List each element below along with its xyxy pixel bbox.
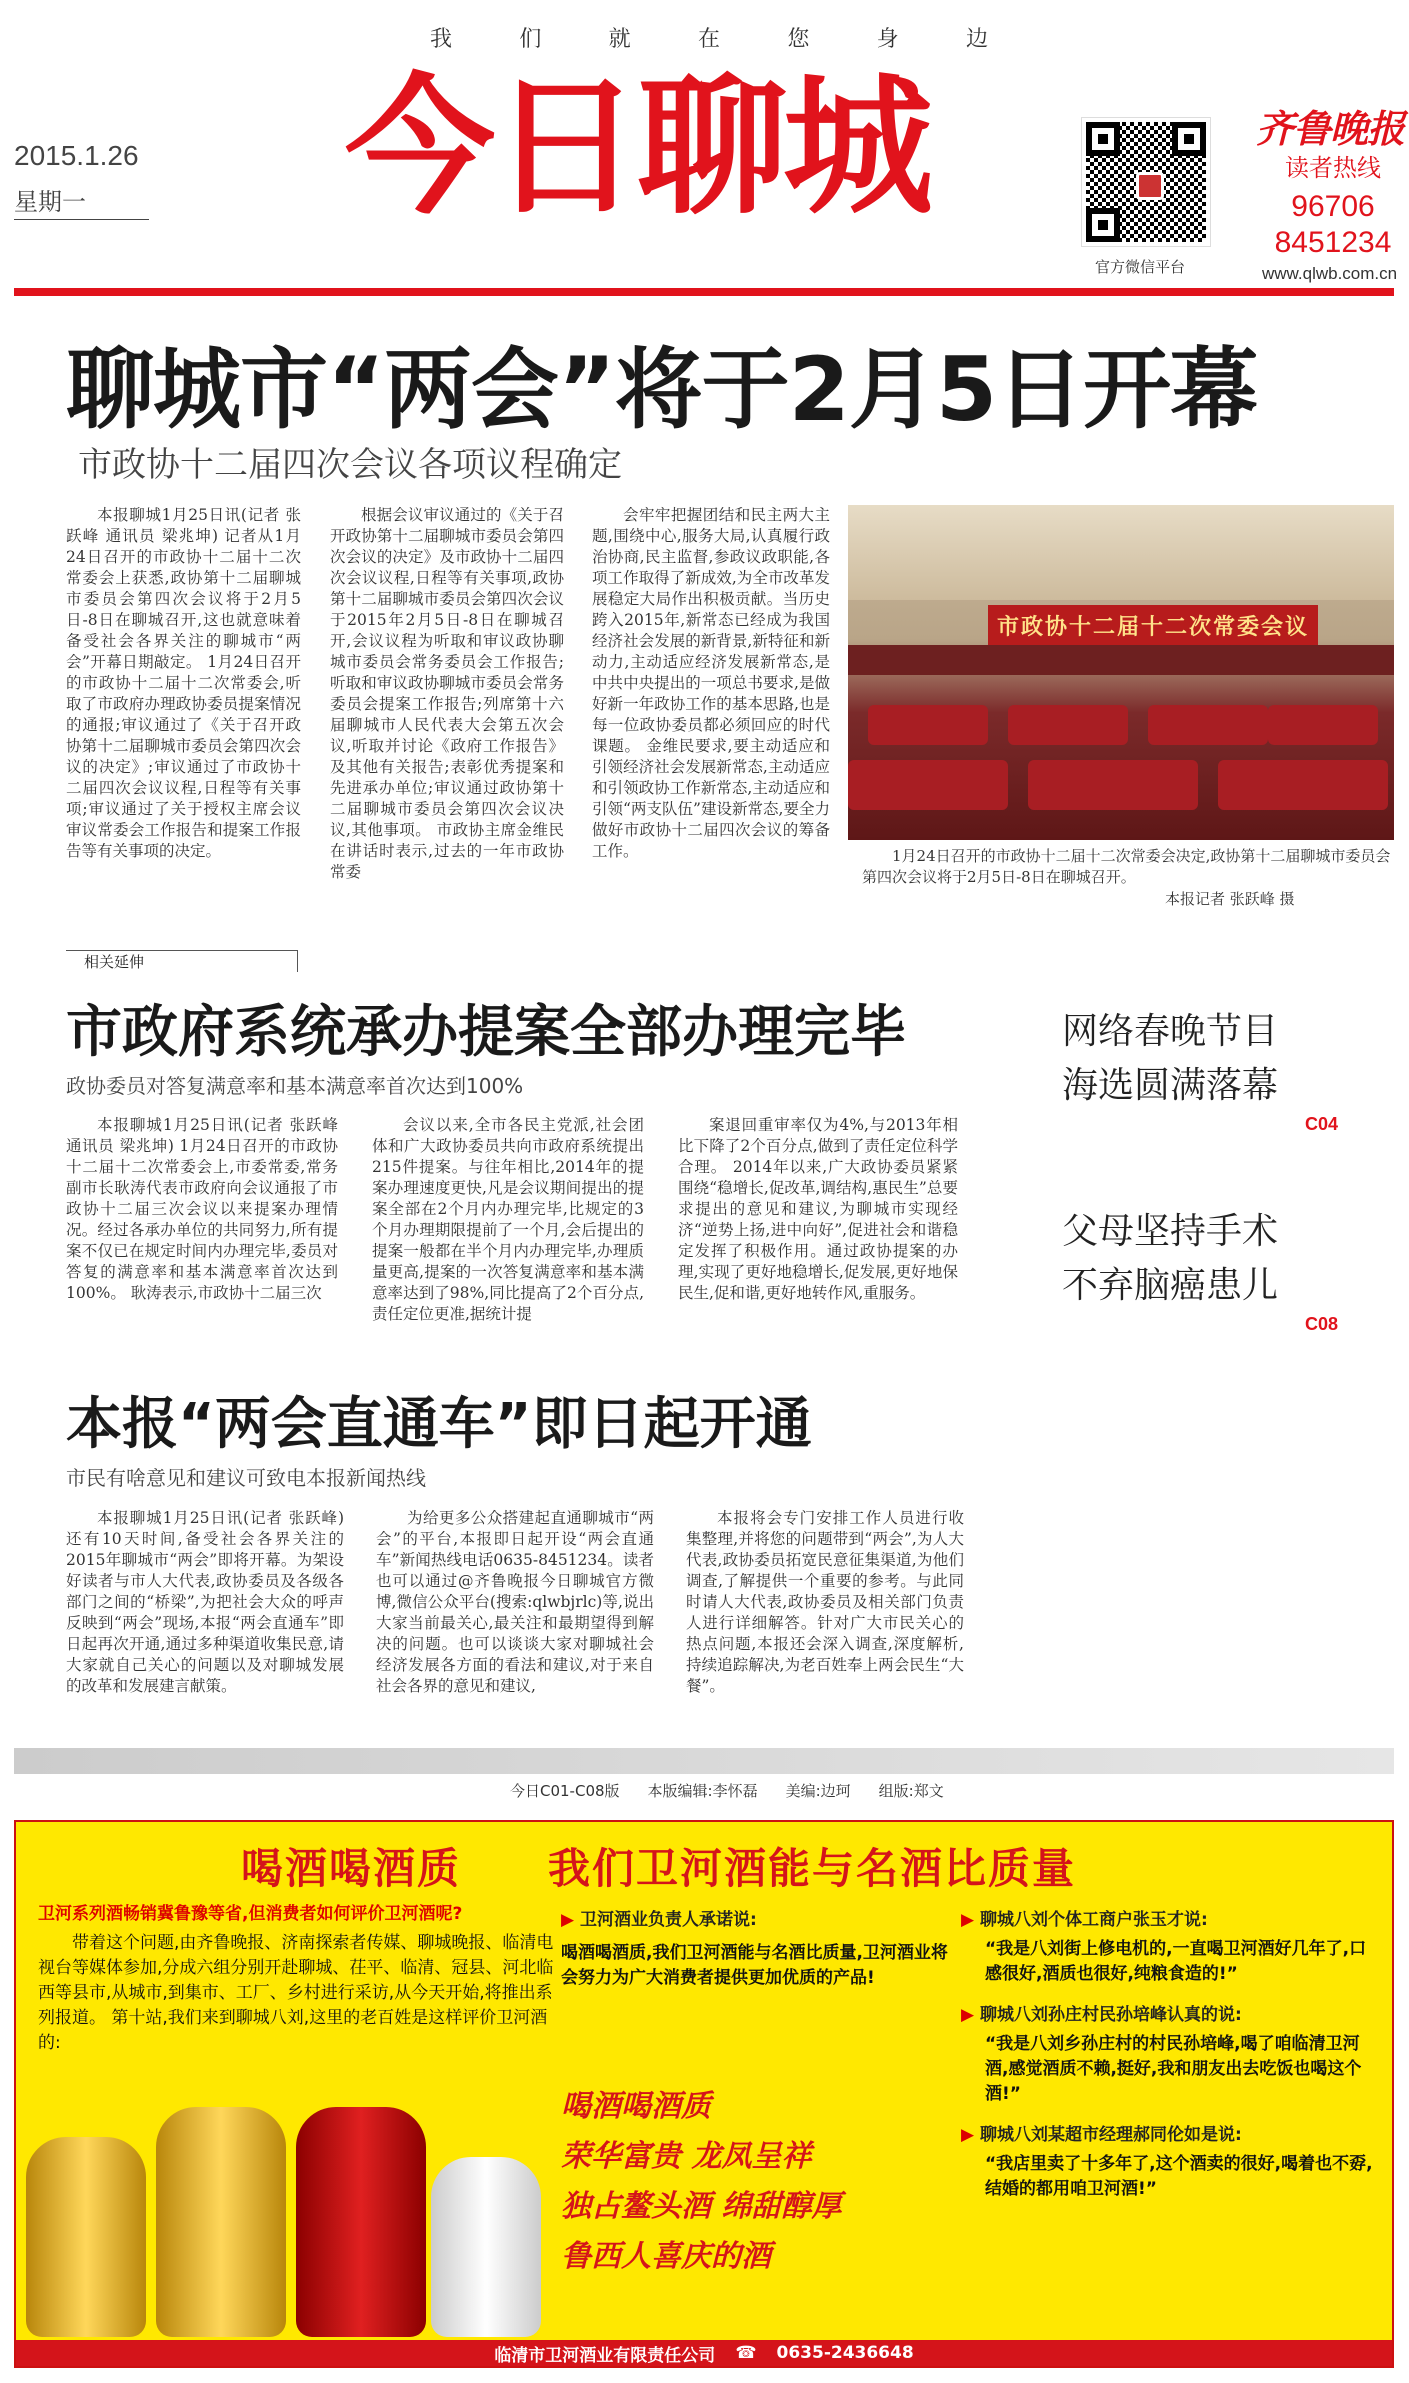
article-column: 根据会议审议通过的《关于召开政协第十二届聊城市委员会第四次会议的决定》及市政协十二届四次会议议程,日程等有关事项,政协第十二届聊城市委员会第四次会议于2015年2月5日-8日在聊城召开,会议议程为听取和审议政协聊城市委员会常务委员会工作报告;听取和审议政协聊城市委员会常务委员会提案工作报告;列席第十六届聊城市人民代表大会第五次会议,听取并讨论《政府工作报告》及其他有关报告;表彰优秀提案和先进承办单位;审议通过政协第十二届聊城市委员会第四次会议决议,其他事项。 市政协主席金维民在讲话时表示,过去的一年市政协常委	[330, 506, 564, 881]
teaser-line: 网络春晚节目	[1062, 1011, 1279, 1052]
related-label: 相关延伸	[66, 950, 298, 972]
article-subheadline: 政协委员对答复满意率和基本满意率首次达到100%	[66, 1074, 524, 1098]
tagline-char: 您	[787, 27, 812, 52]
brand-logo: 齐鲁晚报	[1256, 106, 1405, 151]
photo-caption: 1月24日召开的市政协十二届十二次常委会决定,政协第十二届聊城市委员会第四次会议将于2月5日-8日在聊城召开。	[862, 847, 1391, 886]
credit-item: 今日C01-C08版	[510, 1782, 620, 1800]
ad-phone: 0635-2436648	[776, 2343, 914, 2363]
liquor-advertisement[interactable]	[14, 1820, 1394, 2368]
qr-caption: 官方微信平台	[1095, 258, 1186, 276]
credit-item: 本版编辑:李怀磊	[647, 1782, 758, 1800]
credit-item: 组版:郑文	[878, 1782, 944, 1800]
ad-quote: “我是八刘乡孙庄村的村民孙培峰,喝了咱临清卫河酒,感觉酒质不赖,挺好,我和朋友出去吃饭也喝这个酒!”	[985, 2034, 1362, 2104]
sidebar-teaser[interactable]	[1062, 1205, 1278, 1313]
lead-subheadline: 市政协十二届四次会议各项议程确定	[78, 445, 622, 485]
ad-right-column	[961, 1902, 1381, 2218]
qr-logo-icon	[1136, 172, 1164, 200]
ad-promise: 喝酒喝酒质,我们卫河酒能与名酒比质量,卫河酒业将会努力为广大消费者提供更加优质的产品!	[561, 1943, 948, 1988]
ad-slogan: 喝酒喝酒质	[561, 2089, 711, 2124]
photo-banner: 市政协十二届十二次常委会议	[988, 605, 1318, 645]
article-headline: 市政府系统承办提案全部办理完毕	[66, 1000, 906, 1065]
hotline-number: 8451234	[1274, 226, 1392, 259]
hotline-label: 读者热线	[1285, 154, 1381, 182]
ad-left-column	[38, 1902, 558, 2056]
tagline-char: 在	[697, 27, 722, 52]
edition-credits	[510, 1780, 944, 1801]
ad-speaker-label: ▶ 聊城八刘个体工商户张玉才说:	[961, 1908, 1381, 1933]
article-column: 案退回重审率仅为4%,与2013年相比下降了2个百分点,做到了责任定位科学合理。 2014年以来,广大政协委员紧紧围绕“稳增长,促改革,调结构,惠民生”总要求提出的意见和建议,为聊城市实现经济“逆势上扬,进中向好”,促进社会和谐稳定发挥了积极作用。通过政协提案的办理,实现了更好地稳增长,促发展,更好地保民生,促和谐,更好地转作风,重服务。	[678, 1116, 958, 1302]
website-link[interactable]: www.qlwb.com.cn	[1262, 264, 1398, 283]
tagline	[430, 22, 990, 53]
ad-body: 带着这个问题,由齐鲁晚报、济南探索者传媒、聊城晚报、临清电视台等媒体参加,分成六组分别开赴聊城、茌平、临清、冠县、河北临西等县市,从城市,到集市、工厂、乡村进行采访,从今天开始,将推出系列报道。 第十站,我们来到聊城八刘,这里的老百姓是这样评价卫河酒的:	[38, 1933, 554, 2053]
ad-slogans	[561, 2082, 841, 2282]
ad-quote: “我店里卖了十多年了,这个酒卖的很好,喝着也不孬,结婚的都用咱卫河酒!”	[985, 2154, 1373, 2199]
ad-headline: 我们卫河酒能与名酒比质量	[548, 1844, 1077, 1893]
bottle-icon	[296, 2107, 426, 2337]
ad-speaker-label: ▶ 卫河酒业负责人承诺说:	[561, 1908, 951, 1933]
article-column: 会议以来,全市各民主党派,社会团体和广大政协委员共向市政府系统提出215件提案。与往年相比,2014年的提案办理速度更快,凡是会议期间提出的提案全部在2个月内办理完毕,比规定的3个月办理期限提前了一个月,会后提出的提案一般都在半个月内办理完毕,办理质量更高,提案的一次答复满意率和基本满意率达到了98%,同比提高了2个百分点,责任定位更准,据统计提	[372, 1116, 644, 1323]
qr-finder-icon	[1086, 122, 1120, 156]
wechat-qr-code[interactable]	[1082, 118, 1210, 246]
meeting-photo	[848, 505, 1394, 840]
tagline-char: 我	[430, 27, 455, 52]
tagline-char: 身	[876, 27, 901, 52]
ad-slogan: 独占鳌头酒 绵甜醇厚	[561, 2189, 842, 2224]
article-headline: 本报“两会直通车”即日起开通	[66, 1392, 812, 1457]
article-column: 本报聊城1月25日讯(记者 张跃峰 通讯员 梁兆坤) 1月24日召开的市政协十二届十二次常委会上,市委常委,常务副市长耿涛代表市政府向会议通报了市政协十二届三次会议以来提案办理情况。经过各承办单位的共同努力,所有提案不仅已在规定时间内办理完毕,委员对答复的满意率和基本满意率首次达到100%。 耿涛表示,市政协十二届三次	[66, 1116, 338, 1302]
issue-weekday: 星期一	[14, 182, 149, 220]
article-column: 本报聊城1月25日讯(记者 张跃峰 通讯员 梁兆坤) 记者从1月24日召开的市政协十二届十二次常委会上获悉,政协第十二届聊城市委员会第四次会议将于2月5日-8日在聊城召开,这也就意味着备受社会各界关注的聊城市“两会”开幕日期敲定。 1月24日召开的市政协十二届十二次常委会,听取了市政府办理政协委员提案情况的通报;审议通过了《关于召开政协第十二届聊城市委员会第四次会议的决定》;审议通过了市政协十二届四次会议议程,日程等有关事项;审议通过了关于授权主席会议审议常委会工作报告和提案工作报告等有关事项的决定。	[66, 506, 301, 860]
tagline-char: 就	[608, 27, 633, 52]
hotline-number: 96706	[1291, 190, 1375, 223]
lead-headline: 聊城市“两会”将于2月5日开幕	[66, 338, 1258, 441]
tagline-char: 边	[965, 27, 990, 52]
ad-speaker-label: ▶ 聊城八刘孙庄村民孙培峰认真的说:	[961, 2003, 1381, 2028]
ad-middle-column	[561, 1902, 951, 1999]
qr-finder-icon	[1086, 208, 1120, 242]
ad-slogan: 荣华富贵 龙凤呈祥	[561, 2139, 812, 2174]
sidebar-teaser[interactable]	[1062, 1005, 1278, 1113]
article-column: 会牢牢把握团结和民主两大主题,围绕中心,服务大局,认真履行政治协商,民主监督,参政议政职能,各项工作取得了新成效,为全市改革发展稳定大局作出积极贡献。当历史跨入2015年,新常态已经成为我国经济社会发展的新背景,新特征和新动力,主动适应经济发展新常态,是中共中央提出的一项总书要求,是做好新一年政协工作的基本思路,也是每一位政协委员都必须回应的时代课题。 金维民要求,要主动适应和引领经济社会发展新常态,主动适应和引领政协工作新常态,主动适应和引领“两支队伍”建设新常态,要全力做好市政协十二届四次会议的筹备工作。	[592, 506, 830, 860]
teaser-line: 不弃脑癌患儿	[1062, 1265, 1279, 1306]
ad-headline: 喝酒喝酒质	[241, 1844, 462, 1893]
page-code: C04	[1305, 1114, 1339, 1134]
credit-item: 美编:边珂	[785, 1782, 851, 1800]
article-column: 为给更多公众搭建起直通聊城市“两会”的平台,本报即日起开设“两会直通车”新闻热线电话0635-8451234。读者也可以通过@齐鲁晚报今日聊城官方微博,微信公众平台(搜索:qlwbjrlc)等,说出大家当前最关心,最关注和最期望得到解决的问题。也可以谈谈大家对聊城社会经济发展各方面的看法和建议,对于来自社会各界的意见和建议,	[376, 1509, 654, 1695]
article-column: 本报聊城1月25日讯(记者 张跃峰) 还有10天时间,备受社会各界关注的2015年聊城市“两会”即将开幕。为架设好读者与市人大代表,政协委员及各级各部门之间的“桥梁”,为把社会大众的呼声反映到“两会”现场,本报“两会直通车”即日起再次开通,通过多种渠道收集民意,请大家就自己关心的问题以及对聊城发展的改革和发展建言献策。	[66, 1509, 344, 1695]
teaser-line: 父母坚持手术	[1062, 1211, 1279, 1252]
header-divider	[14, 288, 1394, 296]
article-subheadline: 市民有啥意见和建议可致电本报新闻热线	[66, 1466, 426, 1490]
teaser-line: 海选圆满落幕	[1062, 1065, 1279, 1106]
masthead-title: 今日聊城	[345, 59, 930, 235]
ad-quote: “我是八刘街上修电机的,一直喝卫河酒好几年了,口感很好,酒质也很好,纯粮食造的!”	[985, 1939, 1367, 1984]
bottle-icon	[431, 2157, 541, 2337]
tagline-char: 们	[519, 27, 544, 52]
ad-speaker-label: ▶ 聊城八刘某超市经理郝同伦如是说:	[961, 2123, 1381, 2148]
ad-slogan: 鲁西人喜庆的酒	[561, 2239, 771, 2274]
article-column: 本报将会专门安排工作人员进行收集整理,并将您的问题带到“两会”,为人大代表,政协委员拓宽民意征集渠道,为他们调查,了解提供一个重要的参考。与此同时请人大代表,政协委员及相关部门负责人进行详细解答。针对广大市民关心的热点问题,本报还会深入调查,深度解析,持续追踪解决,为老百姓奉上两会民生“大餐”。	[686, 1509, 964, 1695]
section-divider	[14, 1748, 1394, 1774]
ad-bottles-image	[26, 2107, 546, 2337]
issue-date: 2015.1.26	[14, 140, 139, 171]
ad-lead: 卫河系列酒畅销冀鲁豫等省,但消费者如何评价卫河酒呢?	[38, 1904, 463, 1924]
page-code: C08	[1305, 1314, 1339, 1334]
bottle-icon	[26, 2137, 146, 2337]
photo-credit: 本报记者 张跃峰 摄	[1165, 890, 1295, 908]
ad-company: 临清市卫河酒业有限责任公司	[494, 2345, 716, 2366]
ad-footer	[16, 2340, 1392, 2366]
qr-finder-icon	[1172, 122, 1206, 156]
bottle-icon	[156, 2107, 286, 2337]
phone-icon: ☎	[735, 2343, 757, 2363]
